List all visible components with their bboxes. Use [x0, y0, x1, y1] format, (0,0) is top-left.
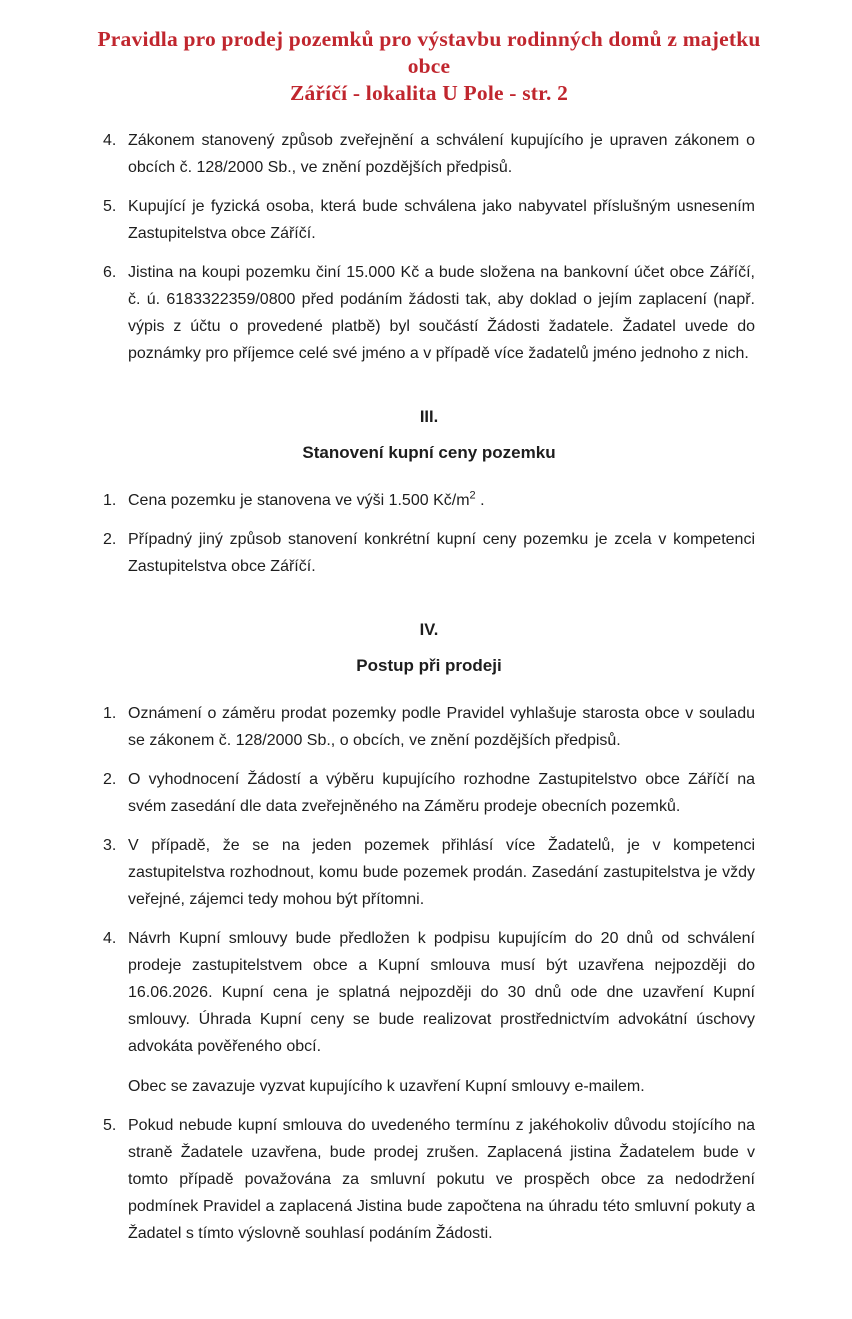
- item-text: Zákonem stanovený způsob zveřejnění a schválení kupujícího je upraven zákonem o obcích č. 128/2000 Sb., ve znění pozdějších předpisů.: [128, 132, 755, 176]
- item-text: V případě, že se na jeden pozemek přihlásí více Žadatelů, je v kompetenci zastupitelstva rozhodnout, komu bude pozemek prodán. Zasedání zastupitelstva je vždy veřejné, zájemci tedy mohou být přítomni.: [128, 837, 755, 908]
- item-paragraph: Návrh Kupní smlouvy bude předložen k podpisu kupujícím do 20 dnů od schválení prodeje zastupitelstvem obce a Kupní smlouva musí být uzavřena nejpozději do 16.06.2026. Kupní cena je splatná nejpozději do 30 dnů ode dne uzavření Kupní smlouvy. Úhrada Kupní ceny se bude realizovat prostřednictvím advokátní úschovy advokáta pověřeného obcí.: [128, 930, 755, 1055]
- list-item: [103, 526, 755, 580]
- item-text: O vyhodnocení Žádostí a výběru kupujícího rozhodne Zastupitelstvo obce Záříčí na svém zasedání dle data zveřejněného na Záměru prodeje obecních pozemků.: [128, 771, 755, 815]
- section-number-iv: IV.: [419, 621, 439, 639]
- item-text: Případný jiný způsob stanovení konkrétní kupní ceny pozemku je zcela v kompetenci Zastupitelstva obce Záříčí.: [128, 531, 755, 575]
- list-item: [103, 127, 755, 181]
- item-text: Oznámení o záměru prodat pozemky podle Pravidel vyhlašuje starosta obce v souladu se zákonem č. 128/2000 Sb., o obcích, ve znění pozdějších předpisů.: [128, 705, 755, 749]
- list-item: [103, 766, 755, 820]
- title-line-1: Pravidla pro prodej pozemků pro výstavbu rodinných domů z majetku obce: [97, 27, 761, 78]
- list-item: [103, 832, 755, 913]
- item-number: 1.: [103, 705, 117, 722]
- price-text-end: .: [475, 492, 485, 509]
- list-item: [103, 487, 755, 514]
- list-item: [103, 1112, 755, 1247]
- item-text: [128, 487, 755, 514]
- list-item: [103, 700, 755, 754]
- item-extra-paragraph: Obec se zavazuje vyzvat kupujícího k uzavření Kupní smlouvy e-mailem.: [128, 1078, 645, 1095]
- document-title: [83, 26, 775, 107]
- item-number: 1.: [103, 492, 117, 509]
- title-line-2: Záříčí - lokalita U Pole - str. 2: [289, 81, 569, 105]
- item-number: 5.: [103, 1117, 117, 1134]
- list-item: [103, 193, 755, 247]
- item-number: 2.: [103, 531, 117, 548]
- item-number: 3.: [103, 837, 117, 854]
- item-text: [128, 925, 755, 1100]
- item-text: Jistina na koupi pozemku činí 15.000 Kč a bude složena na bankovní účet obce Záříčí, č. ú. 6183322359/0800 před podáním žádosti tak, aby doklad o jejím zaplacení (např. výpis z účtu o provedené platbě) byl součástí Žádosti žadatele. Žadatel uvede do poznámky pro příjemce celé své jméno a v případě více žadatelů jméno jednoho z nich.: [128, 264, 755, 362]
- item-number: 4.: [103, 930, 117, 947]
- section-heading-iii: Stanovení kupní ceny pozemku: [302, 443, 556, 462]
- square-meter-superscript: 2: [469, 489, 476, 502]
- item-number: 2.: [103, 771, 117, 788]
- section-heading-iv: Postup při prodeji: [356, 656, 502, 675]
- price-text: Cena pozemku je stanovena ve výši 1.500 Kč/m: [128, 492, 470, 509]
- item-text: Kupující je fyzická osoba, která bude schválena jako nabyvatel příslušným usnesením Zastupitelstva obce Záříčí.: [128, 198, 755, 242]
- item-number: 4.: [103, 132, 117, 149]
- item-number: 5.: [103, 198, 117, 215]
- section-number-iii: III.: [419, 408, 439, 426]
- list-item: [103, 259, 755, 367]
- item-number: 6.: [103, 264, 117, 281]
- item-text: Pokud nebude kupní smlouva do uvedeného termínu z jakéhokoliv důvodu stojícího na straně Žadatele uzavřena, bude prodej zrušen. Zaplacená jistina Žadatelem bude v tomto případě považována za smluvní pokutu ve prospěch obce za nedodržení podmínek Pravidel a zaplacená Jistina bude započtena na úhradu této smluvní pokuty a Žadatel s tímto výslovně souhlasí podáním Žádosti.: [128, 1117, 755, 1242]
- list-item: [103, 925, 755, 1100]
